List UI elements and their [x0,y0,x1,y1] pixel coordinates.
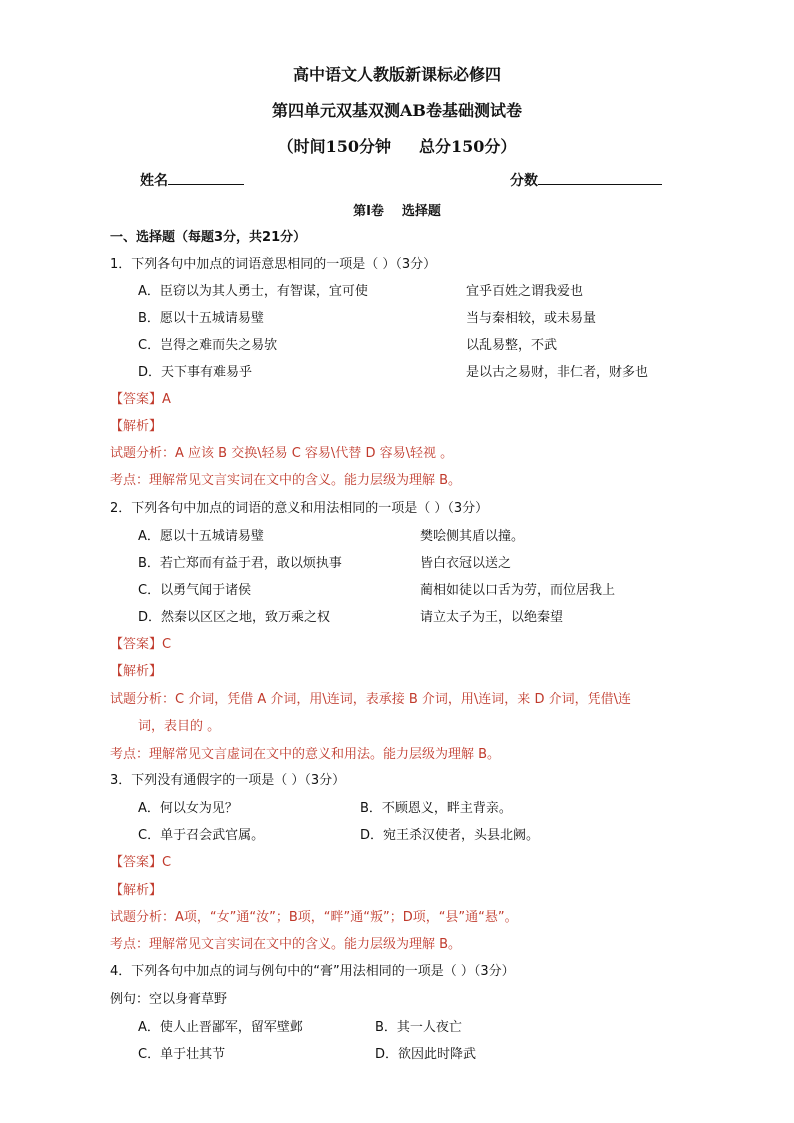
part-title: 一、选择题（每题3分，共21分） [110,230,307,245]
question-stem: 4．下列各句中加点的词与例句中的“膏”用法相同的一项是（ ）（3分） [110,964,515,979]
exam-time-score [0,134,794,157]
option-d: D．宛王杀汉使者，头县北阙。 [360,828,540,843]
name-blank [168,170,244,185]
score-blank [538,170,662,185]
score-label: 分数 [510,173,538,189]
exam-subtitle: 第四单元双基双测AB卷基础测试卷 [272,101,522,120]
option-a: A．臣窃以为其人勇士，有智谋，宜可使 [138,284,368,299]
option-c: C．岂得之难而失之易欤 [138,338,278,353]
section-title [0,200,794,219]
knowledge-point: 考点：理解常见文言虚词在文中的意义和用法。能力层级为理解 B。 [110,747,501,762]
option-d: D．然秦以区区之地，致万乘之权 [138,610,331,625]
option-a: A．愿以十五城请易璧 [138,529,264,544]
option-a: A．何以女为见？ [138,801,238,816]
name-field [140,170,244,190]
analysis-label: 【解析】 [110,419,163,434]
analysis-label: 【解析】 [110,883,163,898]
answer: 【答案】A [110,392,171,407]
analysis-label: 【解析】 [110,664,163,679]
question-stem: 3．下列没有通假字的一项是（ ）（3分） [110,773,346,788]
option-a-compare: 宜乎百姓之谓我爱也 [466,284,584,299]
name-label: 姓名 [140,173,168,189]
option-c-compare: 以乱易整，不武 [466,338,558,353]
option-d-compare: 请立太子为王，以绝秦望 [420,610,564,625]
analysis-text: 试题分析：A项，“女”通“汝”；B项，“畔”通“叛”；D项，“县”通“悬”。 [110,910,518,925]
analysis-text: 试题分析：C 介词，凭借 A 介词，用\连词，表承接 B 介词，用\连词，来 D 介词，凭借\连 [110,692,631,707]
option-b: B．愿以十五城请易璧 [138,311,264,326]
knowledge-point: 考点：理解常见文言实词在文中的含义。能力层级为理解 B。 [110,937,462,952]
option-c: C．以勇气闻于诸侯 [138,583,252,598]
option-c-compare: 蔺相如徒以口舌为劳，而位居我上 [420,583,616,598]
option-b: B．若亡郑而有益于君，敢以烦执事 [138,556,342,571]
question-stem: 1．下列各句中加点的词语意思相同的一项是（ ）（3分） [110,257,437,272]
example-sentence: 例句：空以身膏草野 [110,992,228,1007]
answer: 【答案】C [110,637,172,652]
option-c: C．单于召会武官属。 [138,828,265,843]
score-field [510,170,662,190]
exam-total: 总分150分） [419,137,517,156]
analysis-text: 试题分析：A 应该 B 交换\轻易 C 容易\代替 D 容易\轻视 。 [110,446,454,461]
option-c: C．单于壮其节 [138,1047,226,1062]
option-a: A．使人止晋鄙军，留军壁邺 [138,1020,303,1035]
option-a-compare: 樊哙侧其盾以撞。 [420,529,525,544]
option-b: B．不顾恩义，畔主背亲。 [360,801,512,816]
exam-title: 高中语文人教版新课标必修四 [292,65,501,84]
option-b: B．其一人夜亡 [375,1020,462,1035]
analysis-text-continued: 词，表目的 。 [138,719,221,734]
option-d-compare: 是以古之易财，非仁者，财多也 [466,365,649,380]
answer: 【答案】C [110,855,172,870]
knowledge-point: 考点：理解常见文言实词在文中的含义。能力层级为理解 B。 [110,473,462,488]
exam-time: （时间150分钟 [277,137,391,156]
option-d: D．欲因此时降武 [375,1047,477,1062]
option-d: D．天下事有难易乎 [138,365,253,380]
question-stem: 2．下列各句中加点的词语的意义和用法相同的一项是（ ）（3分） [110,501,489,516]
option-b-compare: 当与秦相较，或未易量 [466,311,597,326]
section-name: 选择题 [401,204,441,219]
section-number: 第Ⅰ卷 [353,204,384,219]
option-b-compare: 皆白衣冠以送之 [420,556,512,571]
